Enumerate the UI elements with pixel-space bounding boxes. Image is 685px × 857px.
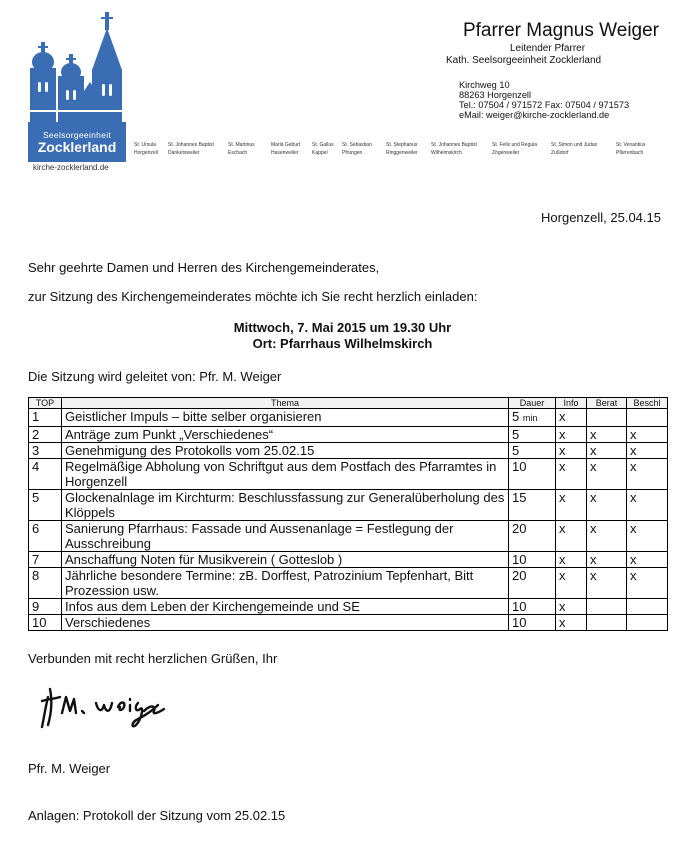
cell-info: x [556,599,587,615]
closing: Verbunden mit recht herzlichen Grüßen, Ihr [28,651,278,666]
cell-info: x [556,427,587,443]
cell-top: 4 [29,459,62,490]
col-header-info: Info [556,398,587,409]
cell-top: 3 [29,443,62,459]
cell-beschl: x [627,459,668,490]
cell-thema: Verschiedenes [62,615,509,631]
table-row [29,552,668,568]
parish-item: St. Martinus Eschach [228,142,255,156]
cell-berat: x [587,552,627,568]
cell-top: 6 [29,521,62,552]
logo-line2: Zocklerland [37,139,117,155]
sender-name: Pfarrer Magnus Weiger [462,20,659,41]
cell-beschl: x [627,568,668,599]
table-header-row [29,398,668,409]
cell-berat: x [587,568,627,599]
cell-dauer: 10 [509,599,556,615]
sender-city: 88263 Horgenzell [459,90,532,100]
col-header-top: TOP [29,398,62,409]
cell-thema: Anträge zum Punkt „Verschiedenes“ [62,427,509,443]
cell-top: 2 [29,427,62,443]
table-row [29,615,668,631]
cell-dauer: 5 [509,443,556,459]
meeting-where: Ort: Pfarrhaus Wilhelmskirch [252,336,433,351]
table-row [29,409,668,427]
cell-dauer: 10 [509,552,556,568]
table-row [29,521,668,552]
parish-item: St. Johannes Baptist Danketsweiler [168,142,214,156]
agenda-table [28,397,668,631]
parish-item: St. Johannes Baptist Wilhelmskirch [431,142,477,156]
cell-dauer: 20 [509,521,556,552]
parish-item: St. Sebastian Pfrungen [342,142,372,156]
cell-beschl: x [627,552,668,568]
cell-top: 5 [29,490,62,521]
cell-dauer: 10 [509,615,556,631]
sender-role: Leitender Pfarrer [510,43,586,54]
cell-top: 10 [29,615,62,631]
table-row [29,599,668,615]
cell-top: 1 [29,409,62,427]
parish-item: St. Simon und Judas Zußdorf [551,142,598,156]
parish-item: St. Ursula Horgenzell [134,142,158,156]
duration-unit: min [522,413,538,423]
sender-unit: Kath. Seelsorgeeinheit Zocklerland [446,55,602,66]
sender-email[interactable]: eMail: weiger@kirche-zocklerland.de [459,110,610,120]
cell-berat [587,409,627,427]
logo-band [28,122,126,162]
cell-info: x [556,409,587,427]
cell-beschl: x [627,427,668,443]
parish-item: St. Felix und Regula Zögenweiler [492,142,538,156]
cell-dauer: 15 [509,490,556,521]
cell-beschl [627,409,668,427]
cell-thema: Genehmigung des Protokolls vom 25.02.15 [62,443,509,459]
cell-info: x [556,490,587,521]
table-row [29,427,668,443]
cell-dauer: 5 min [509,409,556,427]
cell-info: x [556,568,587,599]
cell-berat [587,615,627,631]
cell-beschl: x [627,490,668,521]
logo [28,10,126,155]
table-row [29,443,668,459]
logo-line1: Seelsorgeeinheit [42,130,112,140]
website[interactable]: kirche-zocklerland.de [33,163,109,172]
table-row [29,568,668,599]
sender-phone: Tel.: 07504 / 971572 Fax: 07504 / 971573 [459,100,630,110]
parish-list [134,141,674,161]
meeting-when: Mittwoch, 7. Mai 2015 um 19.30 Uhr [233,320,452,335]
letter-date: Horgenzell, 25.04.15 [541,210,661,225]
cell-info: x [556,521,587,552]
cell-thema: Anschaffung Noten für Musikverein ( Gotteslob ) [62,552,509,568]
cell-info: x [556,443,587,459]
cell-berat: x [587,459,627,490]
cell-berat: x [587,427,627,443]
cell-berat [587,599,627,615]
col-header-thema: Thema [62,398,509,409]
church-towers-icon [28,10,126,122]
cell-thema: Regelmäßige Abholung von Schriftgut aus dem Postfach des Pfarramtes in Horgenzell [62,459,509,490]
cell-thema: Jährliche besondere Termine: zB. Dorffest, Patrozinium Tepfenhart, Bitt Prozession usw. [62,568,509,599]
cell-top: 8 [29,568,62,599]
cell-top: 7 [29,552,62,568]
cell-info: x [556,552,587,568]
parish-item: St. Stephanus Ringgenweiler [386,142,418,156]
cell-berat: x [587,490,627,521]
cell-thema: Sanierung Pfarrhaus: Fassade und Aussenanlage = Festlegung der Ausschreibung [62,521,509,552]
signer-name: Pfr. M. Weiger [28,761,111,776]
chair-line: Die Sitzung wird geleitet von: Pfr. M. Weiger [28,369,282,384]
parish-item: St. Gallus Kappel [312,142,334,156]
cell-dauer: 5 [509,427,556,443]
parish-item: St. Venantius Pfärrenbach [616,142,646,156]
invitation: zur Sitzung des Kirchengemeinderates möchte ich Sie recht herzlich einladen: [28,289,478,304]
table-row [29,490,668,521]
handwritten-signature [40,683,180,738]
cell-berat: x [587,521,627,552]
col-header-dauer: Dauer [509,398,556,409]
cell-beschl: x [627,443,668,459]
attachment-note: Anlagen: Protokoll der Sitzung vom 25.02.15 [28,808,286,823]
cell-thema: Infos aus dem Leben der Kirchengemeinde und SE [62,599,509,615]
salutation: Sehr geehrte Damen und Herren des Kirchengemeinderates, [28,260,380,275]
cell-thema: Glockenalnlage im Kirchturm: Beschlussfassung zur Generalüberholung des Klöppels [62,490,509,521]
cell-beschl [627,599,668,615]
cell-berat: x [587,443,627,459]
parish-item: Mariä Geburt Hasenweiler [271,142,301,156]
cell-dauer: 20 [509,568,556,599]
cell-thema: Geistlicher Impuls – bitte selber organisieren [62,409,509,427]
cell-beschl: x [627,521,668,552]
cell-dauer: 10 [509,459,556,490]
cell-top: 9 [29,599,62,615]
sender-street: Kirchweg 10 [459,80,510,90]
col-header-beschl: Beschl [627,398,668,409]
cell-info: x [556,459,587,490]
cell-info: x [556,615,587,631]
cell-beschl [627,615,668,631]
table-row [29,459,668,490]
col-header-berat: Berat [587,398,627,409]
